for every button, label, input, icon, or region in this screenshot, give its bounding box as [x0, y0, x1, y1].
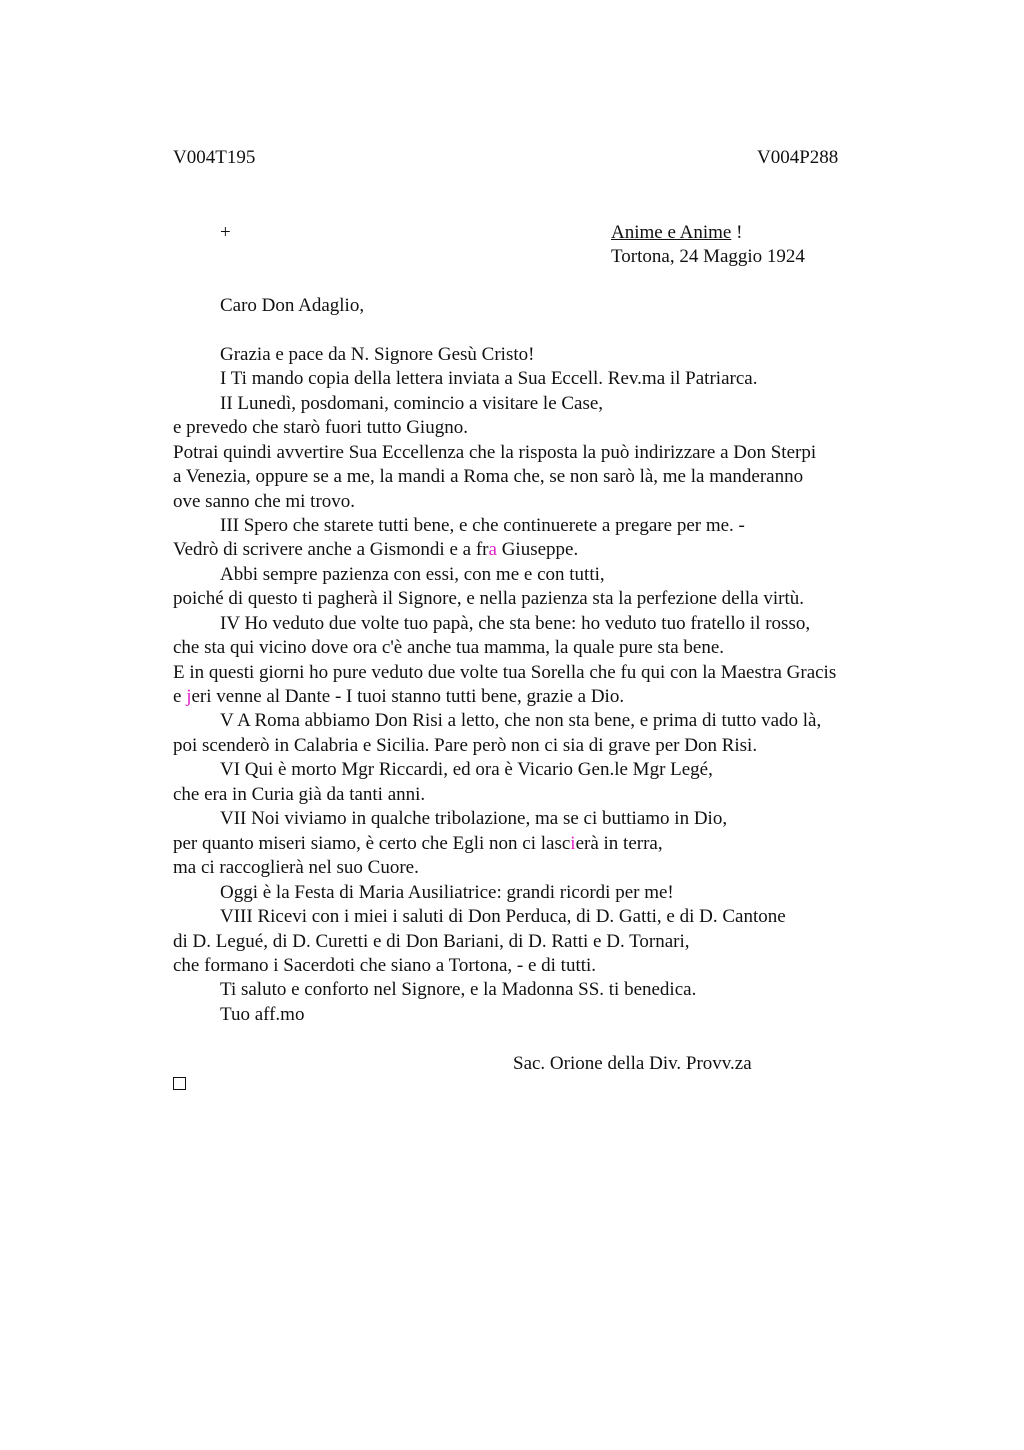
- body-line: IV Ho veduto due volte tuo papà, che sta bene: ho veduto tuo fratello il rosso,: [220, 613, 811, 634]
- text-run: eri venne al Dante - I tuoi stanno tutti bene, grazie a Dio.: [191, 686, 625, 707]
- body-line: che sta qui vicino dove ora c'è anche tua mamma, la quale pure sta bene.: [173, 637, 725, 658]
- doc-code-right: V004P288: [757, 147, 839, 168]
- body-line: Abbi sempre pazienza con essi, con me e con tutti,: [220, 564, 605, 585]
- motto: [611, 221, 742, 245]
- body-line: Grazia e pace da N. Signore Gesù Cristo!: [220, 344, 535, 365]
- body-line: VI Qui è morto Mgr Riccardi, ed ora è Vicario Gen.le Mgr Legé,: [220, 759, 713, 780]
- body-line: Potrai quindi avvertire Sua Eccellenza che la risposta la può indirizzare a Don Sterpi: [173, 442, 817, 463]
- body-line: ove sanno che mi trovo.: [173, 491, 356, 512]
- cross-mark: +: [220, 222, 231, 243]
- body-line: V A Roma abbiamo Don Risi a letto, che non sta bene, e prima di tutto vado là,: [220, 710, 822, 731]
- body-line: poiché di questo ti pagherà il Signore, e nella pazienza sta la perfezione della virtù.: [173, 588, 804, 609]
- body-line: e prevedo che starò fuori tutto Giugno.: [173, 417, 468, 438]
- body-line: [173, 832, 663, 856]
- body-line: a Venezia, oppure se a me, la mandi a Roma che, se non sarò là, me la manderanno: [173, 466, 804, 487]
- body-line: II Lunedì, posdomani, comincio a visitare le Case,: [220, 393, 604, 414]
- signature: Sac. Orione della Div. Provv.za: [513, 1053, 752, 1074]
- motto-text: Anime e Anime: [611, 222, 732, 243]
- text-run: Vedrò di scrivere anche a Gismondi e a fr: [173, 539, 489, 560]
- body-line: che era in Curia già da tanti anni.: [173, 784, 426, 805]
- body-line: VIII Ricevi con i miei i saluti di Don Perduca, di D. Gatti, e di D. Cantone: [220, 906, 786, 927]
- salutation: Caro Don Adaglio,: [220, 295, 365, 316]
- text-run: erà in terra,: [575, 833, 663, 854]
- body-line: Ti saluto e conforto nel Signore, e la Madonna SS. ti benedica.: [220, 979, 697, 1000]
- body-line: VII Noi viviamo in qualche tribolazione, ma se ci buttiamo in Dio,: [220, 808, 728, 829]
- highlighted-char: a: [488, 539, 497, 560]
- body-line: ma ci raccoglierà nel suo Cuore.: [173, 857, 419, 878]
- body-line: [173, 538, 578, 562]
- motto-suffix: !: [731, 222, 743, 243]
- body-line: [173, 685, 624, 709]
- body-line: che formano i Sacerdoti che siano a Tortona, - e di tutti.: [173, 955, 597, 976]
- highlighted-char: i: [570, 833, 576, 854]
- highlighted-char: j: [186, 686, 192, 707]
- closing: Tuo aff.mo: [220, 1004, 305, 1025]
- doc-code-left: V004T195: [173, 147, 256, 168]
- body-line: poi scenderò in Calabria e Sicilia. Pare però non ci sia di grave per Don Risi.: [173, 735, 758, 756]
- text-run: e: [173, 686, 187, 707]
- body-line: E in questi giorni ho pure veduto due volte tua Sorella che fu qui con la Maestra Gracis: [173, 662, 837, 683]
- text-run: Giuseppe.: [496, 539, 579, 560]
- body-line: Oggi è la Festa di Maria Ausiliatrice: grandi ricordi per me!: [220, 882, 674, 903]
- place-date: Tortona, 24 Maggio 1924: [611, 246, 805, 267]
- body-line: I Ti mando copia della lettera inviata a Sua Eccell. Rev.ma il Patriarca.: [220, 368, 758, 389]
- body-line: III Spero che starete tutti bene, e che continuerete a pregare per me. -: [220, 515, 745, 536]
- square-box-icon: [173, 1077, 186, 1090]
- body-line: di D. Legué, di D. Curetti e di Don Bariani, di D. Ratti e D. Tornari,: [173, 931, 690, 952]
- text-run: per quanto miseri siamo, è certo che Egli non ci lasc: [173, 833, 571, 854]
